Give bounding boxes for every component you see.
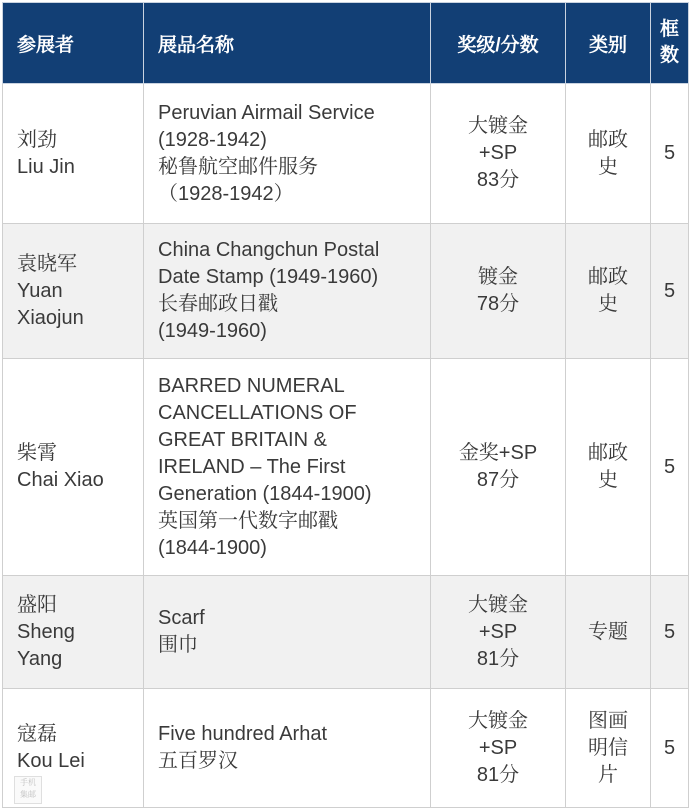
award-line: 大镀金 [468, 115, 528, 137]
exhibit-title-line: （1928-1942） [158, 182, 294, 205]
exhibit-title-line: (1928-1942) [158, 128, 267, 151]
exhibitor-name-line: Kou Lei [17, 750, 85, 772]
award-line: 大镀金 [468, 709, 528, 732]
exhibitor-name-line: Chai Xiao [17, 469, 104, 491]
exhibit-title-line: CANCELLATIONS OF [158, 401, 357, 424]
table-row [3, 84, 689, 224]
exhibit-title-cell [144, 224, 431, 359]
exhibit-title-cell [144, 576, 431, 689]
exhibit-title-cell [144, 689, 431, 808]
category-cell [566, 224, 651, 359]
exhibit-title-line: 长春邮政日戳 [158, 293, 278, 315]
exhibit-title-line: (1844-1900) [158, 536, 267, 559]
frames-cell: 5 [651, 84, 689, 224]
header-exhibitor: 参展者 [3, 3, 144, 84]
category-line: 邮政 [588, 442, 628, 464]
category-line: 史 [598, 469, 618, 491]
award-line: 大镀金 [468, 593, 528, 616]
exhibit-title-line: 秘鲁航空邮件服务 [158, 155, 318, 178]
exhibit-title-line: Five hundred Arhat [158, 723, 327, 745]
exhibitor-name-line: Liu Jin [17, 155, 75, 178]
frames-cell: 5 [651, 689, 689, 808]
exhibitor-name-line: 袁晓军 [17, 252, 77, 275]
header-frames [651, 3, 689, 84]
exhibitor-name-line: 盛阳 [17, 593, 57, 616]
exhibit-title-line: 英国第一代数字邮戳 [158, 509, 338, 532]
exhibitor-name-line: Sheng [17, 620, 75, 643]
award-cell [431, 84, 566, 224]
header-frames-line: 数 [659, 45, 679, 66]
table-row [3, 576, 689, 689]
exhibitor-name-line: 刘劲 [17, 128, 57, 151]
exhibit-title-line: 五百罗汉 [158, 750, 238, 772]
table-row [3, 224, 689, 359]
frames-cell: 5 [651, 576, 689, 689]
header-category: 类别 [566, 3, 651, 84]
exhibitor-cell [3, 224, 144, 359]
category-line: 片 [598, 763, 618, 786]
exhibit-title-line: 围巾 [158, 634, 198, 656]
exhibit-title-line: BARRED NUMERAL [158, 374, 345, 397]
table-header-row [3, 3, 689, 84]
category-line: 专题 [588, 620, 628, 643]
award-line: 金奖+SP [458, 442, 538, 464]
exhibit-results-table [2, 2, 689, 808]
exhibit-title-line: Date Stamp (1949-1960) [158, 266, 379, 288]
award-line: 83分 [476, 169, 520, 191]
exhibit-title-line: Peruvian Airmail Service [158, 101, 375, 124]
watermark-line: 集邮 [20, 790, 36, 799]
exhibitor-cell [3, 84, 144, 224]
table-row [3, 689, 689, 808]
exhibitor-cell [3, 359, 144, 576]
award-line: +SP [478, 620, 518, 643]
award-line: 87分 [476, 469, 520, 491]
exhibit-title-line: Generation (1844-1900) [158, 482, 372, 505]
table-row [3, 359, 689, 576]
frames-cell: 5 [651, 224, 689, 359]
award-line: 81分 [476, 647, 520, 670]
award-line: 镀金 [478, 266, 518, 288]
category-cell [566, 576, 651, 689]
award-cell [431, 689, 566, 808]
exhibit-title-line: GREAT BRITAIN & [158, 428, 327, 451]
exhibit-title-line: Scarf [158, 607, 205, 629]
category-cell [566, 689, 651, 808]
exhibitor-cell [3, 576, 144, 689]
award-cell [431, 359, 566, 576]
exhibitor-name-line: 柴霄 [17, 442, 57, 464]
category-line: 邮政 [588, 128, 628, 151]
exhibit-title-line: (1949-1960) [158, 320, 267, 342]
exhibit-title-cell [144, 359, 431, 576]
award-line: +SP [478, 736, 518, 759]
header-award: 奖级/分数 [431, 3, 566, 84]
category-line: 史 [598, 293, 618, 315]
category-line: 图画 [588, 709, 628, 732]
watermark-logo [14, 776, 42, 804]
exhibit-title-line: China Changchun Postal [158, 239, 380, 261]
exhibitor-name-line: Xiaojun [17, 306, 84, 329]
category-line: 史 [598, 155, 618, 178]
exhibitor-name-line: Yang [17, 647, 63, 670]
category-line: 邮政 [588, 266, 628, 288]
exhibitor-name-line: Yuan [17, 279, 63, 302]
award-line: +SP [478, 142, 518, 164]
category-line: 明信 [588, 736, 628, 759]
exhibitor-name-line: 寇磊 [17, 723, 57, 745]
category-cell [566, 84, 651, 224]
exhibit-title-cell [144, 84, 431, 224]
frames-cell: 5 [651, 359, 689, 576]
award-cell [431, 576, 566, 689]
exhibit-title-line: IRELAND – The First [158, 455, 346, 478]
watermark-line: 手机 [20, 778, 36, 787]
award-line: 78分 [476, 293, 520, 315]
category-cell [566, 359, 651, 576]
award-line: 81分 [476, 763, 520, 786]
header-exhibit-title: 展品名称 [144, 3, 431, 84]
award-cell [431, 224, 566, 359]
header-frames-line: 框 [659, 19, 679, 40]
